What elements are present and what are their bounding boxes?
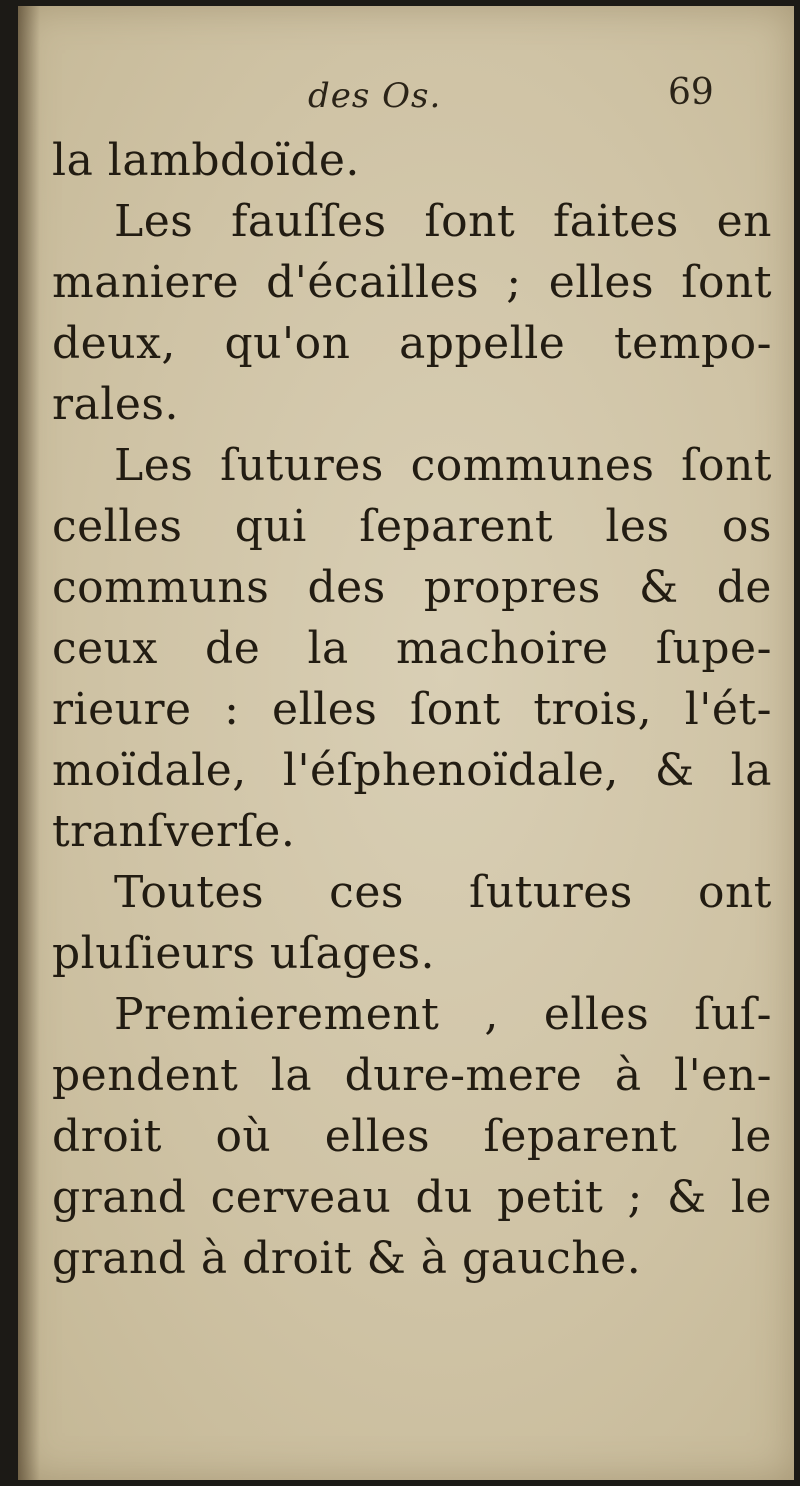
text-line: Les ſutures communes ſont (114, 440, 772, 491)
text-line: moïdale, l'éſphenoïdale, & la (52, 745, 772, 796)
text-line: celles qui ſeparent les os (52, 501, 772, 552)
page-gutter-shadow (18, 6, 40, 1480)
text-line: pluſieurs uſages. (52, 928, 436, 979)
page-number: 69 (668, 72, 714, 113)
text-line: communs des propres & de (52, 562, 772, 613)
text-line: grand cerveau du petit ; & le (52, 1172, 772, 1223)
text-line: la lambdoïde. (52, 135, 360, 186)
text-line: rieure : elles ſont trois, l'ét- (52, 684, 772, 735)
text-line: maniere d'écailles ; elles ſont (52, 257, 772, 308)
book-page (18, 6, 794, 1480)
body-text (52, 130, 772, 1289)
text-line: deux, qu'on appelle tempo- (52, 318, 772, 369)
running-head: des Os. (308, 76, 442, 116)
text-line: grand à droit & à gauche. (52, 1233, 642, 1284)
text-line: droit où elles ſeparent le (52, 1111, 772, 1162)
text-line: Toutes ces ſutures ont (114, 867, 772, 918)
text-line: pendent la dure-mere à l'en- (52, 1050, 772, 1101)
text-line: Les fauſſes ſont faites en (114, 196, 772, 247)
text-line: tranſverſe. (52, 806, 296, 857)
text-line: Premierement , elles ſuſ- (114, 989, 772, 1040)
text-line: rales. (52, 379, 179, 430)
text-line: ceux de la machoire ſupe- (52, 623, 772, 674)
